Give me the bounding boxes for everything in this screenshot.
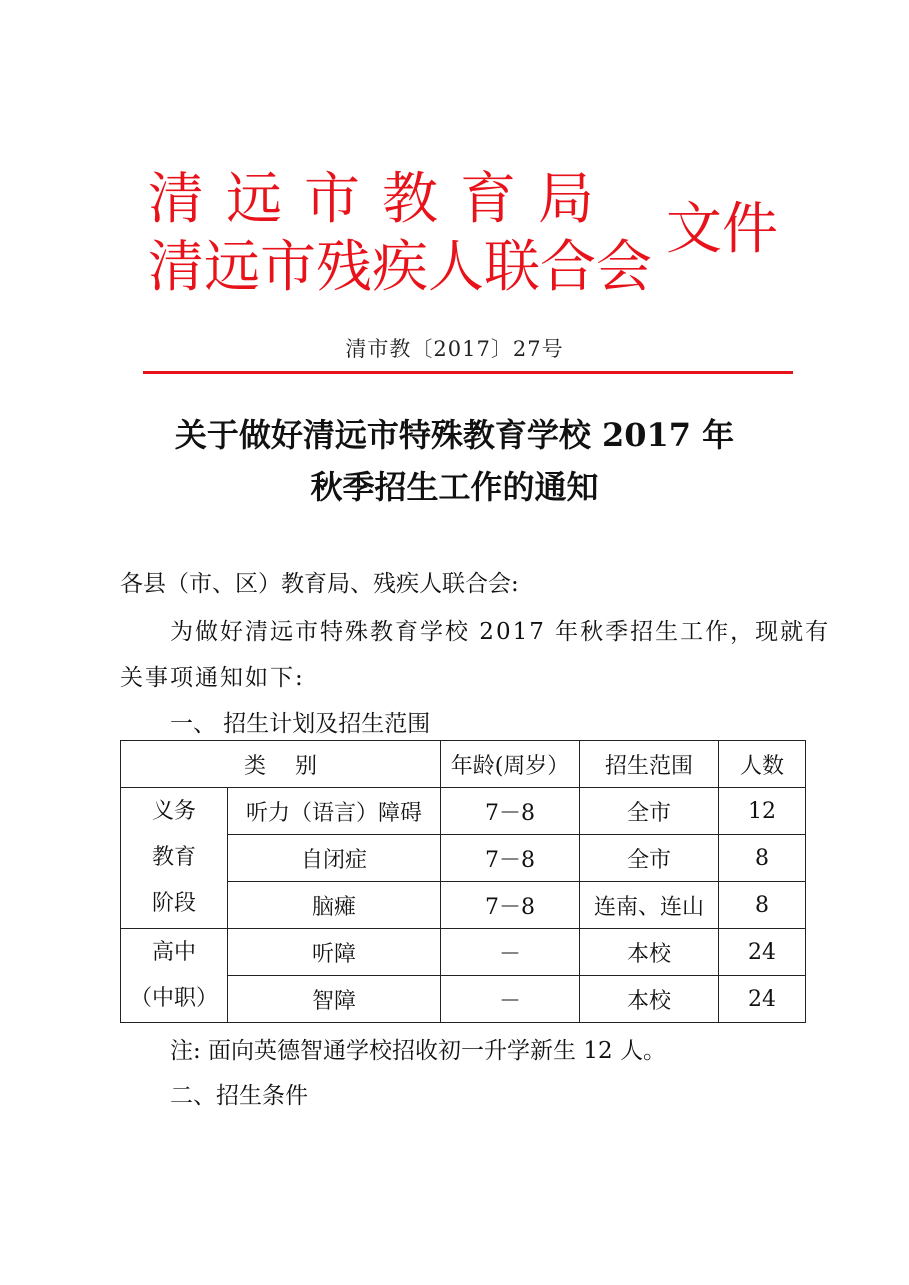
table-note: 注: 面向英德智通学校招收初一升学新生 12 人。 [170,1038,666,1064]
header-scope: 招生范围 [580,741,719,788]
group-label-high-school [121,929,228,1023]
group-label-line: 教育 [151,845,196,870]
cell-age: 7－8 [441,835,580,882]
cell-count: 24 [719,976,806,1023]
section-heading-1: 一、 招生计划及招生范围 [170,711,431,737]
cell-count: 8 [719,835,806,882]
cell-scope: 本校 [580,976,719,1023]
salutation: 各县（市、区）教育局、残疾人联合会: [120,571,519,597]
cell-type: 自闭症 [228,835,441,882]
header-count: 人数 [719,741,806,788]
cell-age: 7－8 [441,788,580,835]
cell-count: 8 [719,882,806,929]
cell-count: 12 [719,788,806,835]
document-title-line2: 秋季招生工作的通知 [310,468,599,506]
cell-scope: 全市 [580,835,719,882]
cell-type: 听障 [228,929,441,976]
group-label-line: （中职） [129,985,218,1011]
cell-count: 24 [719,929,806,976]
cell-type: 智障 [228,976,441,1023]
header-category: 类 别 [121,741,441,788]
cell-age: 7－8 [441,882,580,929]
group-label-compulsory [121,788,228,929]
table-row [121,929,806,976]
cell-age: － [441,976,580,1023]
cell-type: 脑瘫 [228,882,441,929]
cell-scope: 连南、连山 [580,882,719,929]
group-label-line: 高中 [151,939,196,965]
body-paragraph-line1: 为做好清远市特殊教育学校 2017 年秋季招生工作，现就有 [170,619,831,645]
table-header-row [121,741,806,788]
group-label-line: 阶段 [151,891,196,916]
table-row [121,788,806,835]
cell-age: － [441,929,580,976]
header-age: 年龄(周岁） [441,741,580,788]
group-label-line: 义务 [151,799,196,824]
header-org-education-bureau: 清远市教育局 [148,167,616,232]
header-org-disabled-federation: 清远市残疾人联合会 [148,235,652,300]
document-number: 清市教〔2017〕27号 [345,337,564,361]
red-divider [143,371,793,374]
header-suffix: 文件 [666,197,778,262]
cell-scope: 本校 [580,929,719,976]
document-title-line1: 关于做好清远市特殊教育学校 2017 年 [174,416,735,454]
cell-type: 听力（语言）障碍 [228,788,441,835]
body-paragraph-line2: 关事项通知如下: [120,665,305,691]
enrollment-plan-table [120,740,806,1023]
cell-scope: 全市 [580,788,719,835]
section-heading-2: 二、招生条件 [170,1083,308,1109]
